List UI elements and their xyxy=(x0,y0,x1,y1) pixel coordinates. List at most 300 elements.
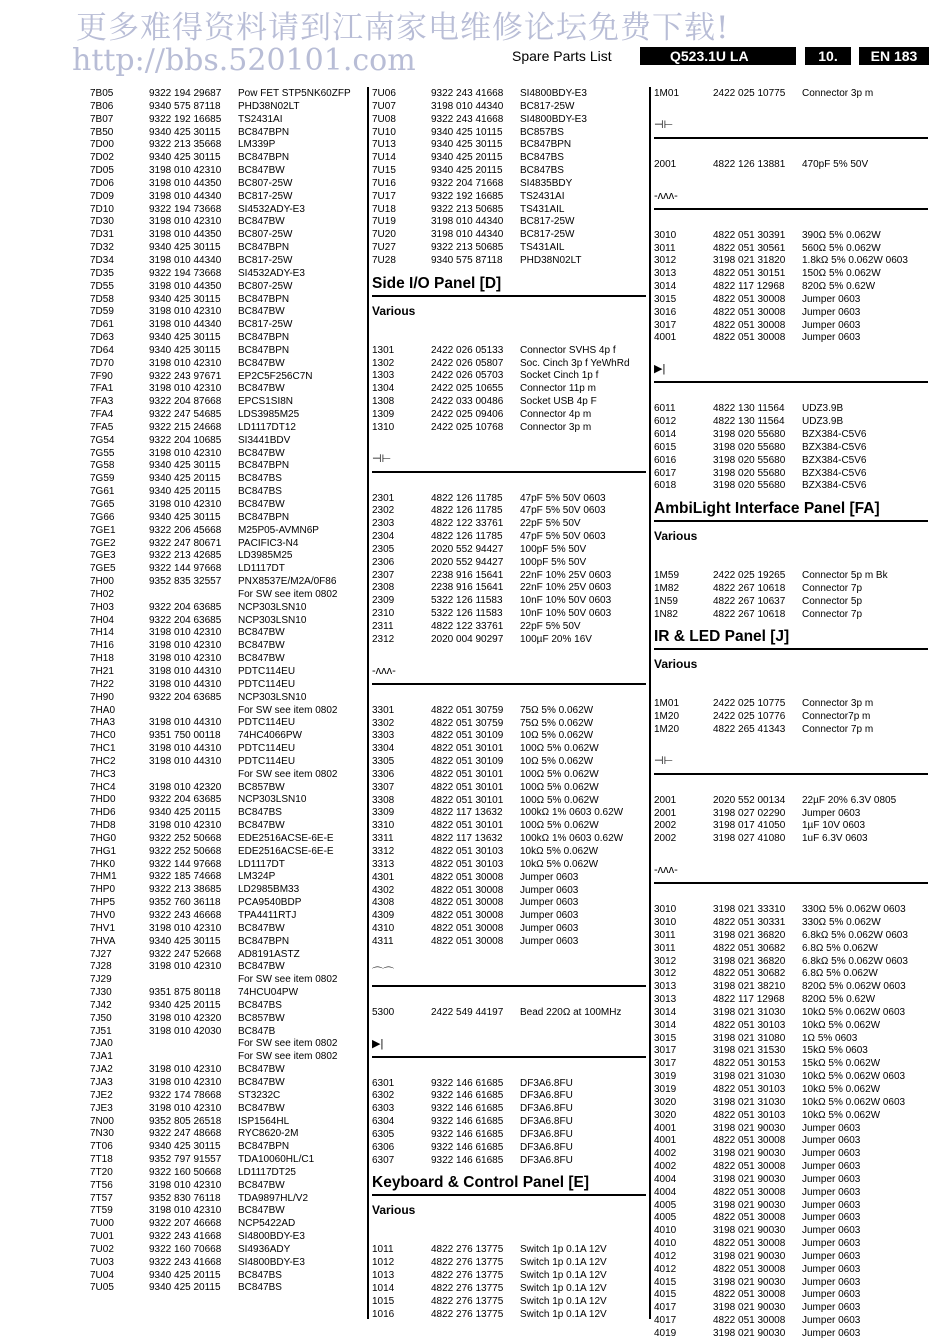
part-description: LD1117DT25 xyxy=(238,1166,296,1178)
spacer xyxy=(372,1232,646,1244)
part-code: 9340 425 30115 xyxy=(149,1141,221,1153)
part-row xyxy=(372,872,646,885)
part-row xyxy=(654,570,928,583)
part-code: 9322 207 46668 xyxy=(149,1218,222,1230)
part-row xyxy=(372,165,646,178)
part-code: 4822 051 30008 xyxy=(431,897,504,909)
item-number: 7HC1 xyxy=(90,743,116,755)
part-row xyxy=(90,306,364,319)
part-description: 47pF 5% 50V 0603 xyxy=(520,505,606,517)
part-description: TS431AIL xyxy=(520,203,565,215)
part-description: BC847BW xyxy=(238,640,285,652)
item-number: 7T20 xyxy=(90,1166,113,1178)
part-description: 330Ω 5% 0.062W 0603 xyxy=(802,904,906,916)
part-description: NCP303LSN10 xyxy=(238,691,307,703)
item-number: 7HG0 xyxy=(90,832,117,844)
part-code-empty xyxy=(149,769,238,782)
part-row xyxy=(90,884,364,897)
part-row xyxy=(90,1026,364,1039)
item-number: 7U04 xyxy=(90,1269,114,1281)
part-code: 4822 051 30008 xyxy=(431,935,504,947)
part-description: PDTC114EU xyxy=(238,717,296,729)
item-number: 7HV0 xyxy=(90,910,116,921)
part-row xyxy=(654,88,928,101)
item-number: 7HM1 xyxy=(90,871,117,883)
chapter-badge: 10. xyxy=(805,47,851,65)
part-description: TDA9897HL/V2 xyxy=(238,1192,309,1204)
part-row xyxy=(90,756,364,769)
part-description: BC817-25W xyxy=(520,100,575,112)
item-number: 7D34 xyxy=(90,254,114,266)
part-description: SI4800BDY-E3 xyxy=(520,113,587,125)
part-row xyxy=(654,1020,928,1033)
part-description: PHD38N02LT xyxy=(238,100,300,112)
item-number: 1M01 xyxy=(654,698,680,710)
item-number: 1308 xyxy=(372,396,395,408)
part-row xyxy=(90,165,364,178)
part-description: BC847BS xyxy=(520,152,564,164)
part-row xyxy=(90,769,364,782)
part-description: 10kΩ 5% 0.062W xyxy=(802,1109,881,1121)
part-row xyxy=(654,1264,928,1277)
part-row xyxy=(90,871,364,884)
item-number: 3011 xyxy=(654,242,676,254)
part-row xyxy=(90,807,364,820)
part-description: 100kΩ 1% 0603 0.62W xyxy=(520,833,624,845)
part-description: Connector7p m xyxy=(802,711,871,723)
item-number: 4311 xyxy=(372,935,394,947)
part-row xyxy=(90,717,364,730)
part-code: 4822 126 11785 xyxy=(431,505,503,517)
part-description: Jumper 0603 xyxy=(802,1289,861,1301)
part-row xyxy=(654,930,928,943)
part-description: TDA10060HL/C1 xyxy=(238,1154,315,1166)
item-number: 3020 xyxy=(654,1109,677,1121)
part-row xyxy=(654,332,928,345)
item-number: 3014 xyxy=(654,281,677,293)
part-code: 5322 126 11583 xyxy=(431,608,503,620)
spacer xyxy=(654,172,928,184)
part-row xyxy=(654,808,928,821)
part-description: BC847BW xyxy=(238,961,285,973)
item-number: 4015 xyxy=(654,1276,677,1288)
part-row xyxy=(654,820,928,833)
part-description: For SW see item 0802 xyxy=(238,1038,338,1050)
part-description: For SW see item 0802 xyxy=(238,704,338,716)
part-description: Switch 1p 0.1A 12V xyxy=(520,1295,607,1307)
item-number: 2001 xyxy=(654,158,677,170)
item-number: 2310 xyxy=(372,608,395,620)
item-number: 7HA3 xyxy=(90,717,116,729)
part-row xyxy=(90,294,364,307)
part-code: 3198 010 42310 xyxy=(149,1076,222,1088)
part-description: BC817-25W xyxy=(238,254,293,266)
part-description: DF3A6.8FU xyxy=(520,1154,573,1166)
part-code: 4822 051 30682 xyxy=(713,968,786,980)
part-code: 9340 425 10115 xyxy=(431,126,503,138)
part-description: SI4532ADY-E3 xyxy=(238,203,305,215)
part-description: DF3A6.8FU xyxy=(520,1141,573,1153)
item-number: 2002 xyxy=(654,833,677,845)
part-description: For SW see item 0802 xyxy=(238,1051,338,1063)
part-description: 100pF 5% 50V xyxy=(520,543,587,555)
part-code: 4822 051 30008 xyxy=(713,1315,786,1327)
part-description: Jumper 0603 xyxy=(802,1263,861,1275)
part-description: Jumper 0603 xyxy=(802,1212,861,1224)
item-number: 7U05 xyxy=(90,1282,114,1294)
part-code-empty xyxy=(149,589,238,602)
item-number: 4019 xyxy=(654,1328,677,1339)
part-row xyxy=(90,859,364,872)
part-row xyxy=(90,255,364,268)
part-description: 6.8Ω 5% 0.062W xyxy=(802,942,878,954)
part-code: 9322 185 74668 xyxy=(149,871,222,883)
part-code: 3198 020 55680 xyxy=(713,467,786,479)
item-number: 7HV1 xyxy=(90,922,116,934)
part-description: Jumper 0603 xyxy=(802,1225,861,1237)
item-number: 1013 xyxy=(372,1270,395,1281)
item-number: 7D00 xyxy=(90,139,114,151)
part-description: SI4800BDY-E3 xyxy=(238,1231,305,1243)
part-description: BC857BS xyxy=(520,126,564,138)
part-code: 4822 122 33761 xyxy=(431,518,504,530)
item-number: 4302 xyxy=(372,884,395,896)
item-number: 7D35 xyxy=(90,267,114,279)
part-description: BC847BW xyxy=(238,820,285,832)
item-number: 4012 xyxy=(654,1250,677,1262)
part-code: 9322 252 50668 xyxy=(149,832,222,844)
part-row xyxy=(372,833,646,846)
section-heading: AmbiLight Interface Panel [FA] xyxy=(654,503,928,522)
part-description: 10Ω 5% 0.062W xyxy=(520,756,594,768)
part-code: 4822 267 10618 xyxy=(713,582,786,594)
item-number: 7GE2 xyxy=(90,537,116,549)
part-code: 9322 213 42685 xyxy=(149,550,222,562)
part-description: Switch 1p 0.1A 12V xyxy=(520,1257,607,1269)
part-row xyxy=(654,1315,928,1328)
part-row xyxy=(372,582,646,595)
part-row xyxy=(372,216,646,229)
part-row xyxy=(90,1013,364,1026)
part-description: 820Ω 5% 0.62W xyxy=(802,281,876,293)
part-description: BC847BW xyxy=(238,447,285,459)
part-description: Soc. Cinch 3p f YeWhRd xyxy=(520,357,630,369)
part-row xyxy=(90,101,364,114)
part-description: 100kΩ 1% 0603 0.62W xyxy=(520,807,624,819)
part-code: 9322 213 38685 xyxy=(149,884,222,896)
item-number: 4010 xyxy=(654,1225,677,1237)
part-description: 22nF 10% 25V 0603 xyxy=(520,582,612,594)
component-group-divider xyxy=(654,113,928,139)
part-code: 4822 051 30008 xyxy=(713,1263,786,1275)
item-number: 3010 xyxy=(654,229,677,241)
item-number: 7FA1 xyxy=(90,383,114,395)
part-row xyxy=(90,332,364,345)
part-row xyxy=(90,1000,364,1013)
part-code: 3198 017 41050 xyxy=(713,820,786,832)
item-number: 4015 xyxy=(654,1289,677,1301)
item-number: 7JA2 xyxy=(90,1064,113,1076)
part-description: Jumper 0603 xyxy=(802,1135,861,1147)
watermark-url: http://bbs.520101.com xyxy=(72,43,416,78)
part-description: 10kΩ 5% 0.062W 0603 xyxy=(802,1096,906,1108)
part-code: 9322 243 41668 xyxy=(149,1256,222,1268)
part-description: Connector 4p m xyxy=(520,408,592,420)
part-row xyxy=(654,455,928,468)
part-description: 1uF 6.3V 0603 xyxy=(802,833,868,845)
part-description: Switch 1p 0.1A 12V xyxy=(520,1308,607,1320)
part-description: Socket USB 4p F xyxy=(520,396,597,408)
item-number: 3304 xyxy=(372,743,395,755)
part-code: 3198 010 44310 xyxy=(149,678,222,690)
part-description: BC847BPN xyxy=(238,344,290,356)
part-row xyxy=(90,936,364,949)
part-row xyxy=(90,602,364,615)
item-number: 7F90 xyxy=(90,370,113,382)
part-code: 4822 051 30101 xyxy=(431,781,504,793)
item-number: 7HC3 xyxy=(90,768,116,780)
item-number: 4301 xyxy=(372,871,395,883)
part-description: LD1117DT xyxy=(238,563,285,575)
part-description: Jumper 0603 xyxy=(802,1148,861,1160)
item-number: 7U10 xyxy=(372,126,396,138)
part-code: 9322 213 50685 xyxy=(431,242,504,254)
parts-column-2 xyxy=(372,88,646,1321)
part-row xyxy=(90,152,364,165)
part-code: 3198 021 31820 xyxy=(713,255,786,267)
part-row xyxy=(654,1302,928,1315)
part-code-empty xyxy=(149,705,238,718)
part-row xyxy=(90,705,364,718)
part-code: 4822 051 30008 xyxy=(713,332,786,344)
part-description: SI4800BDY-E3 xyxy=(520,88,587,99)
part-description: Jumper 0603 xyxy=(520,935,579,947)
part-description: PDTC114EU xyxy=(238,678,296,690)
part-row xyxy=(654,1328,928,1341)
part-row xyxy=(654,1097,928,1110)
part-row xyxy=(372,531,646,544)
part-code: 4822 051 30008 xyxy=(713,1212,786,1224)
part-row xyxy=(372,409,646,422)
item-number: 7HK0 xyxy=(90,858,116,870)
part-code: 2422 025 10775 xyxy=(713,698,786,710)
part-code: 9322 160 70668 xyxy=(149,1243,222,1255)
item-number: 1012 xyxy=(372,1257,395,1269)
part-code: 3198 021 31080 xyxy=(713,1032,786,1044)
part-code: 3198 021 31030 xyxy=(713,1006,786,1018)
item-number: 7HD6 xyxy=(90,807,116,819)
part-description: 10nF 10% 50V 0603 xyxy=(520,608,612,620)
item-number: 1302 xyxy=(372,357,395,369)
part-description: 560Ω 5% 0.062W xyxy=(802,242,881,254)
part-code: 9322 213 35668 xyxy=(149,139,222,151)
part-row xyxy=(654,698,928,711)
item-number: 7B05 xyxy=(90,88,114,99)
part-code: 2422 026 05807 xyxy=(431,357,504,369)
part-description: 470pF 5% 50V xyxy=(802,158,869,170)
part-description: Connector 7p xyxy=(802,582,863,594)
part-row xyxy=(90,422,364,435)
part-code: 3198 010 42310 xyxy=(149,1179,222,1191)
part-row xyxy=(90,371,364,384)
part-row xyxy=(90,1167,364,1180)
part-code: 5322 126 11583 xyxy=(431,595,503,607)
part-description: EDE2516ACSE-6E-E xyxy=(238,832,334,844)
spacer xyxy=(654,391,928,403)
part-row xyxy=(372,518,646,531)
part-row xyxy=(90,987,364,1000)
part-description: LM339P xyxy=(238,139,276,151)
part-row xyxy=(90,743,364,756)
part-code: 4822 051 30101 xyxy=(431,768,504,780)
item-number: 6301 xyxy=(372,1077,395,1089)
part-row xyxy=(90,923,364,936)
item-number: 2307 xyxy=(372,569,395,581)
part-row xyxy=(90,846,364,859)
component-group-divider xyxy=(372,961,646,987)
part-row xyxy=(90,692,364,705)
part-code: 3198 010 42310 xyxy=(149,653,222,665)
item-number: 3301 xyxy=(372,704,395,716)
part-description: BC847BPN xyxy=(238,293,290,305)
item-number: 3013 xyxy=(654,268,677,280)
part-row xyxy=(90,627,364,640)
part-row xyxy=(654,1225,928,1238)
item-number: 7H90 xyxy=(90,691,114,703)
item-number: 7H18 xyxy=(90,653,114,665)
part-code: 3198 010 42320 xyxy=(149,1012,222,1024)
part-row xyxy=(654,307,928,320)
part-description: Jumper 0603 xyxy=(802,306,861,318)
part-row xyxy=(372,383,646,396)
part-code: 9322 252 50668 xyxy=(149,845,222,857)
part-code: 9322 243 41668 xyxy=(431,88,504,99)
part-description: 10kΩ 5% 0.062W xyxy=(802,1083,881,1095)
item-number: 7D31 xyxy=(90,229,114,241)
spacer xyxy=(654,218,928,230)
part-description: UDZ3.9B xyxy=(802,403,844,415)
diode-icon: ▶| xyxy=(372,1037,384,1050)
part-description: 6.8kΩ 5% 0.062W 0603 xyxy=(802,955,908,967)
part-description: 75Ω 5% 0.062W xyxy=(520,704,594,716)
item-number: 7D10 xyxy=(90,203,114,215)
part-row xyxy=(372,1129,646,1142)
item-number: 6305 xyxy=(372,1128,395,1140)
part-code: 4822 051 30101 xyxy=(431,743,504,755)
part-code: 3198 021 90030 xyxy=(713,1199,786,1211)
part-code: 9340 425 30115 xyxy=(149,935,221,947)
part-code: 4822 051 30008 xyxy=(713,293,786,305)
item-number: 6304 xyxy=(372,1116,395,1128)
item-number: 4308 xyxy=(372,897,395,909)
item-number: 3019 xyxy=(654,1083,677,1095)
part-row xyxy=(654,243,928,256)
part-code: 4822 051 30109 xyxy=(431,730,504,742)
part-code: 4822 051 30103 xyxy=(431,858,504,870)
part-code: 9351 750 00118 xyxy=(149,730,221,742)
part-row xyxy=(654,403,928,416)
part-description: Connector 3p m xyxy=(802,88,874,99)
part-code: 3198 021 90030 xyxy=(713,1250,786,1262)
spacer xyxy=(372,333,646,345)
item-number: 3017 xyxy=(654,1058,677,1070)
part-description: Jumper 0603 xyxy=(802,1186,861,1198)
part-description: EDE2516ACSE-6E-E xyxy=(238,845,334,857)
part-code: 3198 010 42310 xyxy=(149,627,222,639)
component-group-divider xyxy=(654,184,928,210)
part-code: 3198 021 90030 xyxy=(713,1122,786,1134)
part-row xyxy=(90,460,364,473)
part-description: Socket Cinch 1p f xyxy=(520,370,599,382)
part-row xyxy=(654,442,928,455)
item-number: 5300 xyxy=(372,1006,395,1018)
part-description: BC847BS xyxy=(238,473,282,485)
part-description: 47pF 5% 50V 0603 xyxy=(520,531,606,543)
part-row xyxy=(372,229,646,242)
part-code: 9352 835 32557 xyxy=(149,576,222,588)
item-number: 2303 xyxy=(372,518,395,530)
part-code: 3198 010 42320 xyxy=(149,781,222,793)
item-number: 7G54 xyxy=(90,434,115,446)
item-number: 6011 xyxy=(654,403,676,415)
part-description: BC847BS xyxy=(238,1282,282,1294)
part-description: BC847BS xyxy=(238,807,282,819)
part-code: 4822 117 12968 xyxy=(713,994,785,1006)
part-row xyxy=(372,807,646,820)
part-code: 9322 192 16685 xyxy=(431,190,504,202)
part-description: BC817-25W xyxy=(520,229,575,241)
part-description: Jumper 0603 xyxy=(802,1122,861,1134)
part-code: 2020 552 94427 xyxy=(431,556,504,568)
part-code: 3198 010 42310 xyxy=(149,499,222,510)
item-number: 2308 xyxy=(372,582,395,594)
part-description: BC847BPN xyxy=(238,511,290,523)
part-row xyxy=(90,730,364,743)
item-number: 7N00 xyxy=(90,1115,114,1127)
part-code: 3198 021 90030 xyxy=(713,1225,786,1237)
part-description: BZX384-C5V6 xyxy=(802,467,867,479)
part-description: BC847BPN xyxy=(238,152,290,164)
part-description: BC847BW xyxy=(238,627,285,639)
part-code: 9340 425 20115 xyxy=(149,999,221,1011)
part-code: 9322 174 78668 xyxy=(149,1089,222,1101)
item-number: 7N30 xyxy=(90,1128,114,1140)
part-code: 2020 552 94427 xyxy=(431,543,504,555)
part-description: 22pF 5% 50V xyxy=(520,518,581,530)
component-group-divider xyxy=(372,659,646,685)
part-description: 15kΩ 5% 0.062W xyxy=(802,1058,881,1070)
item-number: 7H04 xyxy=(90,614,114,626)
item-number: 7U19 xyxy=(372,216,396,228)
item-number: 7U15 xyxy=(372,165,396,177)
part-row xyxy=(654,1200,928,1213)
part-row xyxy=(90,576,364,589)
item-number: 3015 xyxy=(654,293,677,305)
item-number: 3012 xyxy=(654,255,677,267)
part-code: 3198 010 44340 xyxy=(149,254,222,266)
part-description: NCP303LSN10 xyxy=(238,614,307,626)
part-row xyxy=(654,294,928,307)
part-description: 100pF 5% 50V xyxy=(520,556,587,568)
item-number: 7D64 xyxy=(90,344,114,356)
item-number: 7T59 xyxy=(90,1205,113,1217)
part-code: 2422 025 10776 xyxy=(713,711,786,723)
part-row xyxy=(372,1142,646,1155)
item-number: 4310 xyxy=(372,923,395,935)
part-code: 4822 126 11785 xyxy=(431,531,503,543)
part-description: Jumper 0603 xyxy=(520,884,579,896)
part-code-empty xyxy=(149,974,238,987)
